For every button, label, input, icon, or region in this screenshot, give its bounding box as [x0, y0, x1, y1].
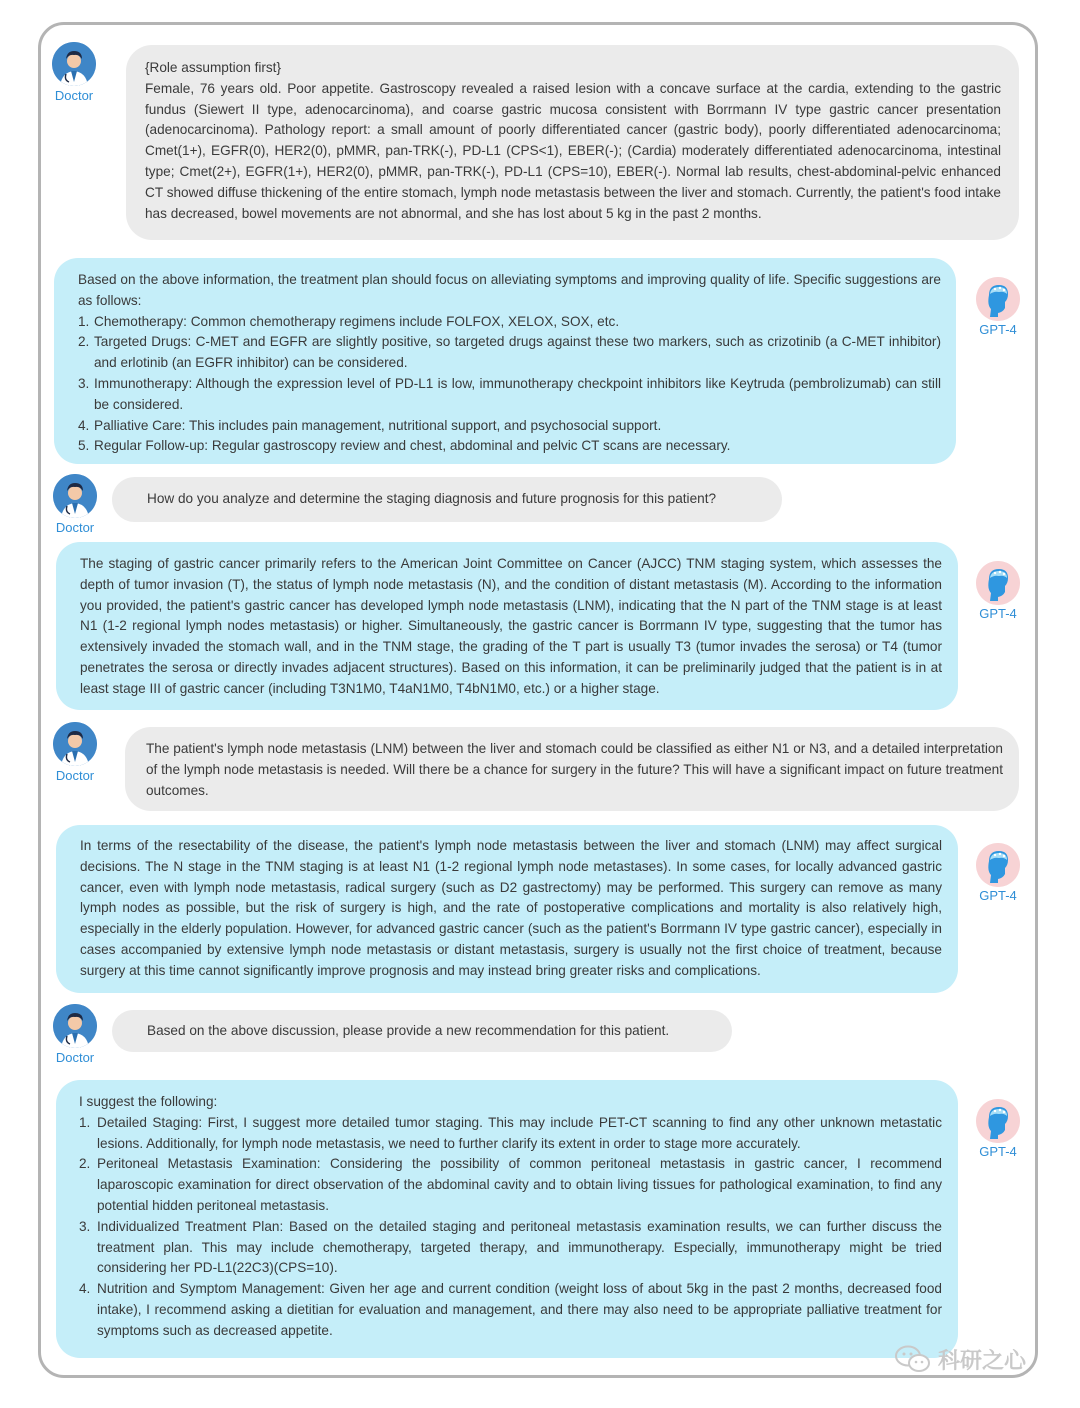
doctor-message-5 — [125, 727, 1019, 811]
doctor-icon — [53, 722, 97, 766]
brain-head-icon — [976, 561, 1020, 605]
message-text: Based on the above discussion, please provide a new recommendation for this patient. — [147, 1023, 670, 1038]
list-item: 2. Targeted Drugs: C-MET and EGFR are slightly positive, so targeted drugs against these two markers, such as crizotinib (a C-MET inhibitor) and erlotinib (an EGFR inhibitor) can be considered. — [78, 334, 941, 371]
watermark-text: 科研之心 — [938, 1347, 1027, 1373]
message-text: The staging of gastric cancer primarily refers to the American Joint Committee on Cancer (AJCC) TNM staging system, which assesses the depth of tumor invasion (T), the status of lymph node metastasis (N), and the condition of distant metastasis (M). According to the information you provided, the patient's gastric cancer has developed lymph node metastasis (LNM), indicating that the N part of the TNM stage is at least N1 (1-2 regional lymph nodes metastasis) or higher. Simultaneously, the gastric cancer is Borrmann IV type, suggesting that the tumor has extensively invaded the stomach wall, and in the TNM stage, the grading of the T part is usually T3 (tumor invades the serosa) or T4 (tumor penetrates the serosa or directly invades adjacent structures). Based on this information, it can be preliminarily judged that the patient is in at least stage III of gastric cancer (including T3N1M0, T4aN1M0, T4bN1M0, etc.) or a higher stage. — [80, 556, 942, 696]
gpt-label: GPT-4 — [979, 1144, 1017, 1159]
list-item: 4. Palliative Care: This includes pain management, nutritional support, and psychosocial support. — [78, 417, 662, 433]
gpt-message-2 — [54, 258, 956, 464]
doctor-message-7 — [112, 1010, 732, 1052]
message-text: In terms of the resectability of the disease, the patient's lymph node metastasis between the liver and stomach (LNM) may affect surgical decisions. The N stage in the TNM staging is at least N1 (1-2 regional lymph node metastases). In some cases, for locally advanced gastric cancer, even with lymph node metastasis, radical surgery (such as D2 gastrectomy) may be performed. This surgery can remove as many lymph nodes as possible, but the risk of surgery is high, and the rate of postoperative complications and mortality is also relatively high, especially in the elderly population. However, for advanced gastric cancer (such as the patient's Borrmann IV type gastric cancer), especially in cases accompanied by extensive lymph node metastasis or distant metastasis, surgery is usually not the first choice of treatment, because surgery at this time cannot significantly improve prognosis and may instead bring greater risks and complications. — [80, 838, 942, 978]
doctor-label: Doctor — [55, 768, 95, 783]
doctor-icon — [52, 42, 96, 86]
doctor-message-3 — [112, 477, 782, 522]
gpt-avatar — [976, 277, 1020, 321]
message-title: {Role assumption first} — [145, 60, 282, 75]
doctor-label: Doctor — [54, 88, 94, 103]
gpt-message-6 — [56, 825, 958, 993]
gpt-label: GPT-4 — [979, 322, 1017, 337]
list-item: 1. Chemotherapy: Common chemotherapy regimens include FOLFOX, XELOX, SOX, etc. — [78, 313, 620, 329]
doctor-icon — [53, 1004, 97, 1048]
list-item: 2. Peritoneal Metastasis Examination: Considering the possibility of common peritoneal metastasis in gastric cancer, I recommend laparoscopic examination for direct observation of the abdominal cavity and to obtain living tissues for pathological examination, to find any potential hidden peritoneal metastasis. — [79, 1156, 942, 1213]
doctor-message-1 — [126, 45, 1019, 240]
gpt-message-4 — [56, 542, 958, 710]
message-text: How do you analyze and determine the staging diagnosis and future prognosis for this patient? — [147, 491, 717, 506]
watermark — [894, 1342, 1026, 1376]
doctor-avatar — [52, 42, 96, 86]
gpt-avatar — [976, 561, 1020, 605]
message-text: I suggest the following: — [79, 1094, 218, 1109]
list-item: 4. Nutrition and Symptom Management: Given her age and current condition (weight loss of about 5kg in the past 2 months, decreased food intake), I recommend asking a dietitian for evaluation and management, and there may also need to be appropriate palliative treatment for symptoms such as decreased appetite. — [79, 1281, 942, 1338]
doctor-label: Doctor — [55, 520, 95, 535]
doctor-label: Doctor — [55, 1050, 95, 1065]
list-item: 3. Individualized Treatment Plan: Based on the detailed staging and peritoneal metastasis examination results, we can further discuss the treatment plan. This may include chemotherapy, targeted therapy, and immunotherapy. Especially, immunotherapy might be tried considering her PD-L1(22C3)(CPS=10). — [79, 1218, 942, 1276]
gpt-avatar — [976, 843, 1020, 887]
message-text: Based on the above information, the treatment plan should focus on alleviating symptoms and improving quality of life. Specific suggestions are as follows: — [78, 272, 941, 308]
doctor-avatar — [53, 1004, 97, 1048]
brain-head-icon — [976, 843, 1020, 887]
brain-head-icon — [976, 1099, 1020, 1143]
doctor-avatar — [53, 474, 97, 518]
suggestion-list — [78, 312, 941, 458]
doctor-avatar — [53, 722, 97, 766]
list-item: 1. Detailed Staging: First, I suggest more detailed tumor staging. This may include PET-CT scanning to find any other unknown metastatic lesions. Additionally, for lymph node metastasis, we need to further clarify its extent in order to stage more accurately. — [79, 1114, 942, 1151]
list-item: 5. Regular Follow-up: Regular gastroscopy review and chest, abdominal and pelvic CT scans are necessary. — [78, 438, 731, 454]
suggestion-list — [79, 1113, 942, 1342]
brain-head-icon — [976, 277, 1020, 321]
doctor-icon — [53, 474, 97, 518]
gpt-avatar — [976, 1099, 1020, 1143]
wechat-icon — [894, 1344, 932, 1374]
gpt-label: GPT-4 — [979, 888, 1017, 903]
list-item: 3. Immunotherapy: Although the expression level of PD-L1 is low, immunotherapy checkpoint inhibitors like Keytruda (pembrolizumab) can still be considered. — [78, 375, 941, 412]
message-text: Female, 76 years old. Poor appetite. Gastroscopy revealed a raised lesion with a concave surface at the cardia, extending to the gastric fundus (Siewert II type, adenocarcinoma), and coarse gastric mucosa consistent with Borrmann IV type gastric cancer presentation (adenocarcinoma). Pathology report: a small amount of poorly differentiated cancer (gastric body), poorly differentiated adenocarcinoma; Cmet(1+), EGFR(0), HER2(0), pMMR, pan-TRK(-), PD-L1 (CPS<1), EBER(-); (Cardia) moderately differentiated adenocarcinoma, intestinal type; Cmet(2+), EGFR(1+), HER2(0), pMMR, pan-TRK(-), PD-L1 (CPS=10), EBER(-). Normal lab results, chest-abdominal-pelvic enhanced CT showed diffuse thickening of the entire stomach, lymph node metastasis between the liver and stomach. Currently, the patient's food intake has decreased, bowel movements are not abnormal, and she has lost about 5 kg in the past 2 months. — [145, 80, 1001, 221]
gpt-message-8 — [56, 1080, 958, 1358]
gpt-label: GPT-4 — [979, 606, 1017, 621]
message-text: The patient's lymph node metastasis (LNM) between the liver and stomach could be classified as either N1 or N3, and a detailed interpretation of the lymph node metastasis is needed. Will there be a chance for surgery in the future? This will have a significant impact on future treatment outcomes. — [146, 741, 1003, 798]
